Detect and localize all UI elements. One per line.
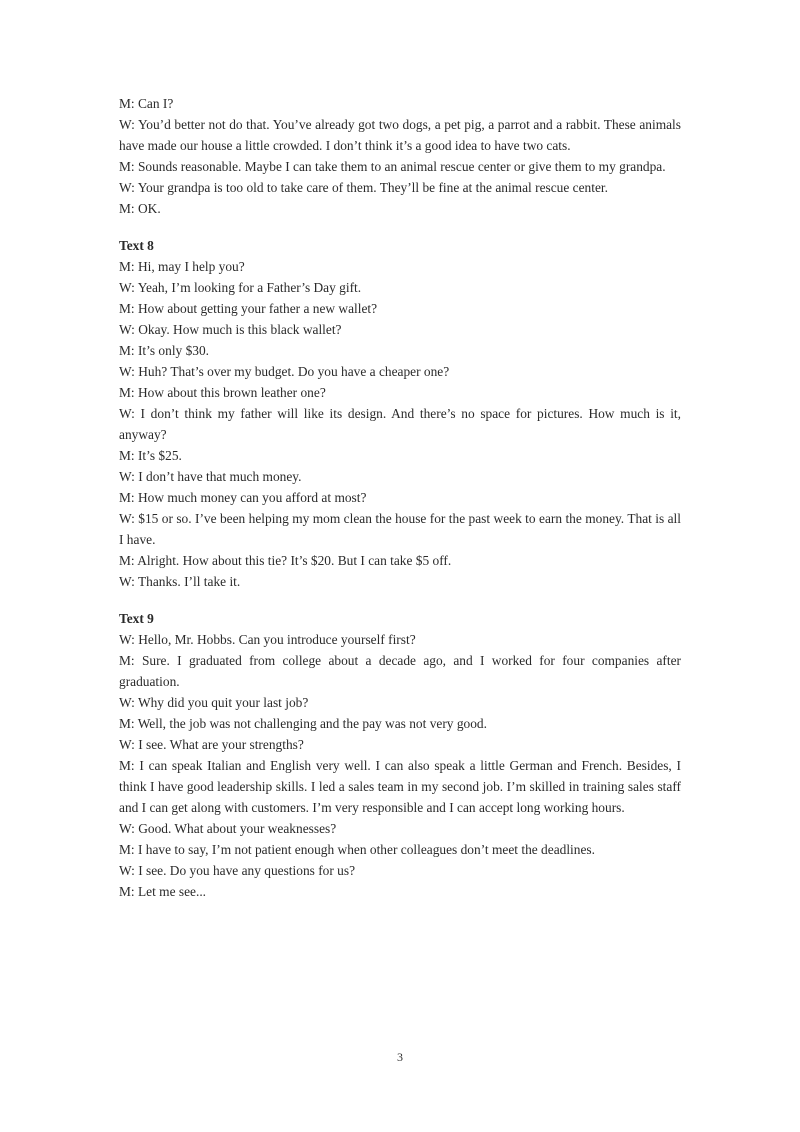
dialogue-line: W: I see. Do you have any questions for us?: [119, 863, 356, 878]
dialogue-line: M: I have to say, I’m not patient enough when other colleagues don’t meet the deadlines.: [119, 842, 595, 857]
dialogue-line: W: $15 or so. I’ve been helping my mom clean the house for the past week to earn the money. That is all I have.: [119, 511, 681, 547]
dialogue-line: W: Thanks. I’ll take it.: [119, 574, 241, 589]
dialogue-line: W: You’d better not do that. You’ve already got two dogs, a pet pig, a parrot and a rabbit. These animals have made our house a little crowded. I don’t think it’s a good idea to have two cats.: [119, 117, 681, 153]
dialogue-line: M: Hi, may I help you?: [119, 259, 245, 274]
section-title: Text 8: [119, 238, 154, 253]
dialogue-line: M: Can I?: [119, 96, 174, 111]
dialogue-line: M: It’s $25.: [119, 448, 182, 463]
intro-dialogue: [119, 93, 681, 219]
dialogue-line: M: It’s only $30.: [119, 343, 210, 358]
dialogue-line: W: I see. What are your strengths?: [119, 737, 304, 752]
dialogue-line: M: How about getting your father a new wallet?: [119, 301, 378, 316]
text8-section: [119, 235, 681, 592]
dialogue-line: W: Okay. How much is this black wallet?: [119, 322, 342, 337]
dialogue-line: W: Your grandpa is too old to take care of them. They’ll be fine at the animal rescue center.: [119, 180, 608, 195]
dialogue-line: M: OK.: [119, 201, 161, 216]
dialogue-line: M: Sounds reasonable. Maybe I can take them to an animal rescue center or give them to my grandpa.: [119, 159, 666, 174]
section-title: Text 9: [119, 611, 154, 626]
dialogue-line: M: Let me see...: [119, 884, 207, 899]
dialogue-line: W: Good. What about your weaknesses?: [119, 821, 337, 836]
dialogue-line: W: Hello, Mr. Hobbs. Can you introduce yourself first?: [119, 632, 416, 647]
dialogue-line: M: Well, the job was not challenging and the pay was not very good.: [119, 716, 487, 731]
page-number: 3: [397, 1050, 403, 1064]
dialogue-line: W: Huh? That’s over my budget. Do you have a cheaper one?: [119, 364, 450, 379]
document-page: [119, 93, 681, 902]
dialogue-line: M: Alright. How about this tie? It’s $20. But I can take $5 off.: [119, 553, 452, 568]
text9-section: [119, 608, 681, 902]
dialogue-line: M: I can speak Italian and English very well. I can also speak a little German and French. Besides, I think I have good leadership skills. I led a sales team in my second job. I’m skilled in training sales staff and I can get along with customers. I’m very responsible and I can accept long working hours.: [119, 758, 681, 815]
dialogue-line: M: Sure. I graduated from college about a decade ago, and I worked for four companies after graduation.: [119, 653, 681, 689]
dialogue-line: W: I don’t have that much money.: [119, 469, 302, 484]
dialogue-line: W: Yeah, I’m looking for a Father’s Day gift.: [119, 280, 362, 295]
dialogue-line: M: How much money can you afford at most?: [119, 490, 367, 505]
dialogue-line: M: How about this brown leather one?: [119, 385, 326, 400]
dialogue-line: W: Why did you quit your last job?: [119, 695, 309, 710]
dialogue-line: W: I don’t think my father will like its design. And there’s no space for pictures. How much is it, anyway?: [119, 406, 681, 442]
